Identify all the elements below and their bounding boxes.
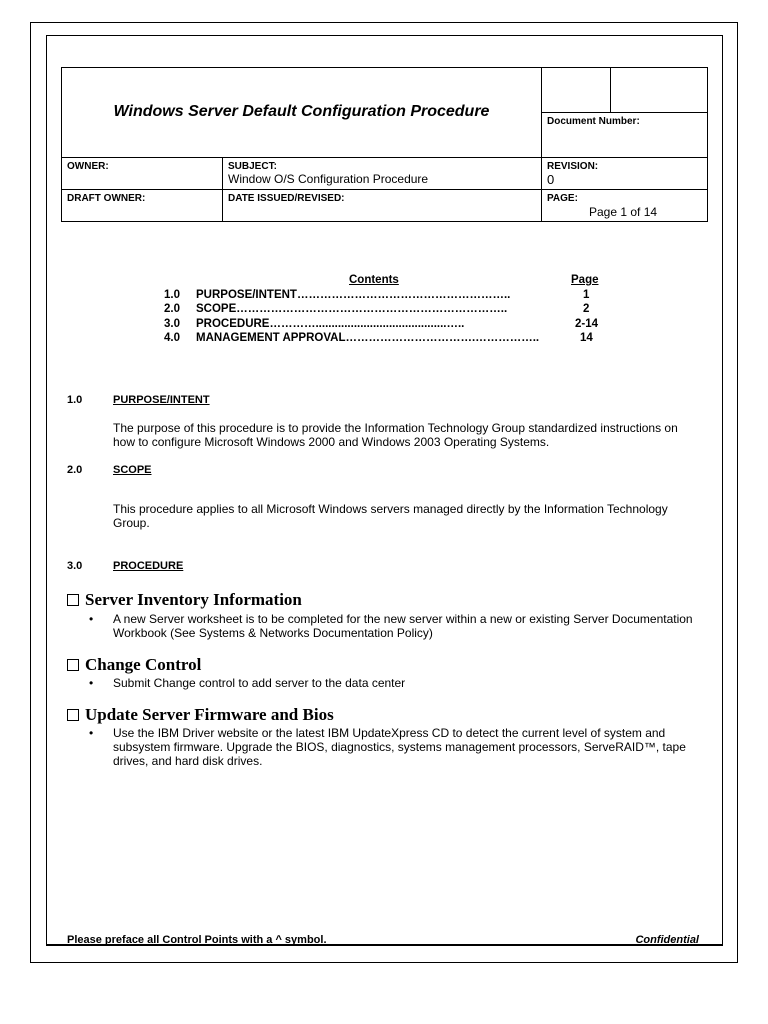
- toc-item-num: 3.0: [164, 318, 180, 330]
- checkbox-icon[interactable]: [67, 659, 79, 671]
- section-number: 2.0: [67, 464, 83, 476]
- section-title-scope: SCOPE: [113, 464, 152, 476]
- bullet-icon: •: [89, 612, 94, 626]
- bullet-text: Use the IBM Driver website or the latest IBM UpdateXpress CD to detect the current level of system and subsystem firmware. Upgrade the BIOS, diagnostics, systems management processors, ServeRAID™, tape drives, and hard disk drives.: [113, 726, 686, 768]
- section-number: 3.0: [67, 560, 83, 572]
- header-divider: [610, 68, 611, 112]
- header-divider: [541, 112, 708, 113]
- bullet-text: A new Server worksheet is to be completed for the new server within a new or existing Server Documentation Workbook (See Systems & Networks Documentation Policy): [113, 612, 693, 640]
- toc-item-procedure[interactable]: PROCEDURE………….........................................…..: [196, 318, 465, 330]
- document-number-label: Document Number:: [547, 116, 640, 127]
- scope-paragraph: This procedure applies to all Microsoft Windows servers managed directly by the Information Technology Group.: [113, 502, 668, 530]
- revision-value: 0: [547, 172, 555, 187]
- checkbox-icon[interactable]: [67, 594, 79, 606]
- toc-item-page: 2: [583, 303, 590, 315]
- contents-page-heading: Page: [571, 274, 599, 286]
- step-heading-update-firmware: [67, 705, 334, 725]
- toc-item-num: 4.0: [164, 332, 180, 344]
- bullet-icon: •: [89, 726, 94, 740]
- bullet-icon: •: [89, 676, 94, 690]
- footer-note: Please preface all Control Points with a ^ symbol.: [67, 934, 327, 946]
- footer-confidential: Confidential: [635, 934, 699, 946]
- draft-owner-label: DRAFT OWNER:: [67, 193, 146, 204]
- toc-item-page: 2-14: [575, 318, 599, 330]
- step-heading-text: Server Inventory Information: [85, 590, 302, 609]
- page-label: PAGE:: [547, 193, 578, 204]
- header-divider: [541, 68, 542, 222]
- page-number-value: Page 1 of 14: [589, 205, 658, 219]
- step-heading-text: Change Control: [85, 655, 202, 674]
- toc-item-num: 2.0: [164, 303, 180, 315]
- list-item: [89, 726, 703, 768]
- document-title: Windows Server Default Configuration Procedure: [113, 103, 490, 120]
- subject-value: Window O/S Configuration Procedure: [228, 172, 429, 186]
- step-heading-change-control: [67, 655, 201, 675]
- document-header-table: [61, 67, 708, 222]
- header-divider: [62, 157, 708, 158]
- toc-item-management-approval[interactable]: MANAGEMENT APPROVAL…………………………….……………..: [196, 332, 540, 344]
- date-issued-label: DATE ISSUED/REVISED:: [228, 193, 345, 204]
- header-divider: [62, 189, 708, 190]
- purpose-paragraph: The purpose of this procedure is to provide the Information Technology Group standardized instructions on how to configure Microsoft Windows 2000 and Windows 2003 Operating Systems.: [113, 421, 678, 449]
- step-heading-server-inventory: [67, 590, 302, 610]
- toc-item-purpose[interactable]: PURPOSE/INTENT………………………………………………..: [196, 289, 511, 301]
- revision-label: REVISION:: [547, 161, 599, 172]
- toc-item-page: 1: [583, 289, 590, 301]
- section-number: 1.0: [67, 394, 83, 406]
- toc-item-num: 1.0: [164, 289, 180, 301]
- step-heading-text: Update Server Firmware and Bios: [85, 705, 334, 724]
- contents-heading: Contents: [349, 274, 399, 286]
- owner-label: OWNER:: [67, 161, 109, 172]
- section-title-purpose: PURPOSE/INTENT: [113, 394, 210, 406]
- bullet-text: Submit Change control to add server to the data center: [113, 676, 406, 690]
- toc-item-page: 14: [580, 332, 593, 344]
- toc-item-scope[interactable]: SCOPE……………………………………………………………..: [196, 303, 508, 315]
- list-item: [89, 612, 703, 640]
- checkbox-icon[interactable]: [67, 709, 79, 721]
- list-item: [89, 676, 703, 690]
- subject-label: SUBJECT:: [228, 161, 277, 172]
- section-title-procedure: PROCEDURE: [113, 560, 184, 572]
